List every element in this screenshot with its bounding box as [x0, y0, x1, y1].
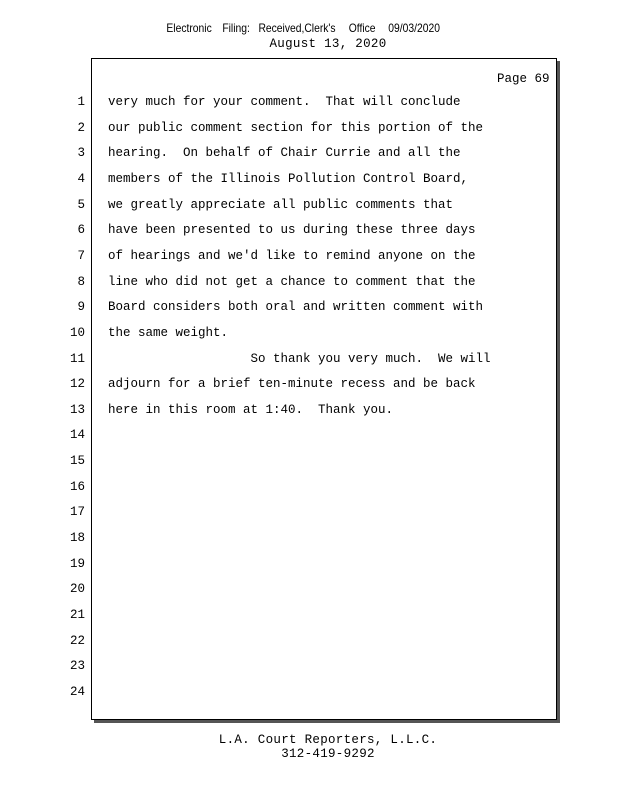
- line-number: 8: [77, 275, 85, 289]
- line-number: 10: [69, 326, 85, 340]
- transcript-line: members of the Illinois Pollution Control Board,: [108, 172, 469, 186]
- transcript-line: So thank you very much. We will: [108, 352, 491, 366]
- line-number: 15: [69, 454, 85, 468]
- line-number: 4: [77, 172, 85, 186]
- transcript-line: have been presented to us during these three days: [108, 223, 476, 237]
- transcript-line: line who did not get a chance to comment that the: [108, 275, 476, 289]
- line-number: 17: [69, 505, 85, 519]
- stamp-date: 09/03/2020: [388, 21, 440, 35]
- transcript-line: here in this room at 1:40. Thank you.: [108, 403, 394, 417]
- line-number: 2: [77, 121, 85, 135]
- stamp-word-office: Office: [348, 21, 376, 35]
- line-number: 12: [69, 377, 85, 391]
- line-number: 20: [69, 582, 85, 596]
- line-number: 1: [77, 95, 85, 109]
- stamp-word-received-clerks: Received,Clerk's: [258, 21, 336, 35]
- line-number: 11: [69, 352, 85, 366]
- line-number: 14: [69, 428, 85, 442]
- line-number: 5: [77, 198, 85, 212]
- transcript-line: our public comment section for this portion of the: [108, 121, 484, 135]
- line-number: 21: [69, 608, 85, 622]
- transcript-line: of hearings and we'd like to remind anyone on the: [108, 249, 476, 263]
- hearing-date: August 13, 2020: [269, 37, 387, 51]
- line-number: 6: [77, 223, 85, 237]
- line-number: 18: [69, 531, 85, 545]
- line-number: 9: [77, 300, 85, 314]
- transcript-line: the same weight.: [108, 326, 229, 340]
- line-number: 23: [69, 659, 85, 673]
- transcript-line: we greatly appreciate all public comments that: [108, 198, 454, 212]
- stamp-word-filing: Filing:: [222, 21, 250, 35]
- filing-stamp: [42, 21, 573, 37]
- line-number: 19: [69, 557, 85, 571]
- line-number: 7: [77, 249, 85, 263]
- line-number: 3: [77, 146, 85, 160]
- transcript-line: hearing. On behalf of Chair Currie and all the: [108, 146, 461, 160]
- line-number: 16: [69, 480, 85, 494]
- line-number: 13: [69, 403, 85, 417]
- transcript-line: Board considers both oral and written comment with: [108, 300, 484, 314]
- page-number: Page 69: [497, 72, 550, 86]
- footer-phone: 312-419-9292: [281, 747, 375, 761]
- line-number: 24: [69, 685, 85, 699]
- footer-company: L.A. Court Reporters, L.L.C.: [218, 733, 438, 747]
- stamp-word-electronic: Electronic: [166, 21, 212, 35]
- line-number: 22: [69, 634, 85, 648]
- transcript-line: very much for your comment. That will conclude: [108, 95, 461, 109]
- transcript-line: adjourn for a brief ten-minute recess and be back: [108, 377, 476, 391]
